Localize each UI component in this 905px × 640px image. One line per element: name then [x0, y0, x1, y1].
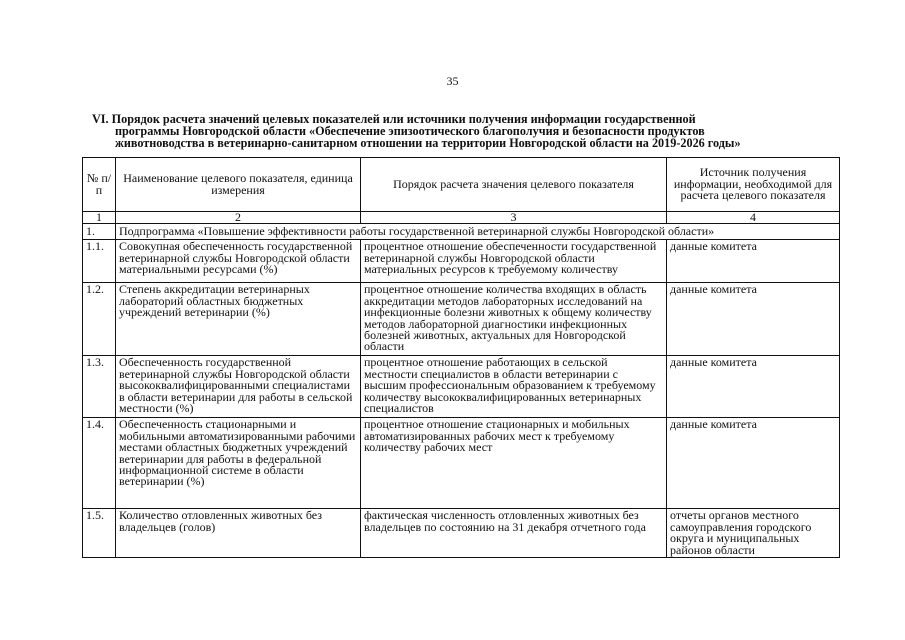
row-number: 1.5. [83, 509, 116, 558]
column-number: 3 [361, 212, 667, 224]
calculation-method: процентное отношение стационарных и мобильных автоматизированных рабочих мест к требуемому количеству рабочих мест [361, 418, 667, 509]
row-number: 1.4. [83, 418, 116, 509]
calculation-method: процентное отношение обеспеченности государственной ветеринарной службы Новгородской области материальных ресурсов к требуемому количеству [361, 240, 667, 283]
section-heading [92, 113, 852, 149]
heading-line-1: VI. Порядок расчета значений целевых показателей или источники получения информации государственной [92, 112, 696, 126]
row-number: 1.3. [83, 356, 116, 418]
heading-line-3: животноводства в ветеринарно-санитарном отношении на территории Новгородской области на 2019-2026 годы» [115, 136, 741, 150]
row-number: 1.1. [83, 240, 116, 283]
subprogram-number: 1. [83, 224, 116, 240]
column-number: 4 [667, 212, 840, 224]
table-row [83, 283, 840, 356]
info-source: данные комитета [667, 240, 840, 283]
header-source: Источник получения информации, необходимой для расчета целевого показателя [667, 158, 840, 212]
indicator-name: Обеспеченность стационарными и мобильными автоматизированными рабочими местами областных бюджетных учреждений ветеринарии для работы в федеральной информационной системе в области ветеринарии (%) [116, 418, 361, 509]
header-no: № п/п [83, 158, 116, 212]
info-source: данные комитета [667, 283, 840, 356]
indicators-table [82, 157, 840, 558]
column-number: 2 [116, 212, 361, 224]
indicator-name: Количество отловленных животных без владельцев (голов) [116, 509, 361, 558]
indicator-name: Обеспеченность государственной ветеринарной службы Новгородской области высококвалифицированными специалистами в области ветеринарии для работы в сельской местности (%) [116, 356, 361, 418]
heading-line-2: программы Новгородской области «Обеспечение эпизоотического благополучия и безопасности продуктов [115, 124, 705, 138]
page-number: 35 [446, 74, 459, 88]
table-row [83, 509, 840, 558]
subprogram-title: Подпрограмма «Повышение эффективности работы государственной ветеринарной службы Новгородской области» [116, 224, 840, 240]
info-source: данные комитета [667, 418, 840, 509]
header-name: Наименование целевого показателя, единица измерения [116, 158, 361, 212]
calculation-method: процентное отношение работающих в сельской местности специалистов в области ветеринарии с высшим профессиональным образованием к требуемому количеству высококвалифицированных ветеринарных специалистов [361, 356, 667, 418]
indicator-name: Степень аккредитации ветеринарных лабораторий областных бюджетных учреждений ветеринарии (%) [116, 283, 361, 356]
table-row [83, 356, 840, 418]
table-header-row [83, 158, 840, 212]
calculation-method: фактическая численность отловленных животных без владельцев по состоянию на 31 декабря отчетного года [361, 509, 667, 558]
indicator-name: Совокупная обеспеченность государственной ветеринарной службы Новгородской области материальными ресурсами (%) [116, 240, 361, 283]
column-number: 1 [83, 212, 116, 224]
subprogram-row [83, 224, 840, 240]
row-number: 1.2. [83, 283, 116, 356]
table-row [83, 418, 840, 509]
header-method: Порядок расчета значения целевого показателя [361, 158, 667, 212]
calculation-method: процентное отношение количества входящих в область аккредитации методов лабораторных исследований на инфекционные болезни животных к общему количеству методов лабораторной диагностики инфекционных болезней животных, актуальных для Новгородской области [361, 283, 667, 356]
info-source: отчеты органов местного самоуправления городского округа и муниципальных районов области [667, 509, 840, 558]
info-source: данные комитета [667, 356, 840, 418]
column-number-row [83, 212, 840, 224]
table-row [83, 240, 840, 283]
